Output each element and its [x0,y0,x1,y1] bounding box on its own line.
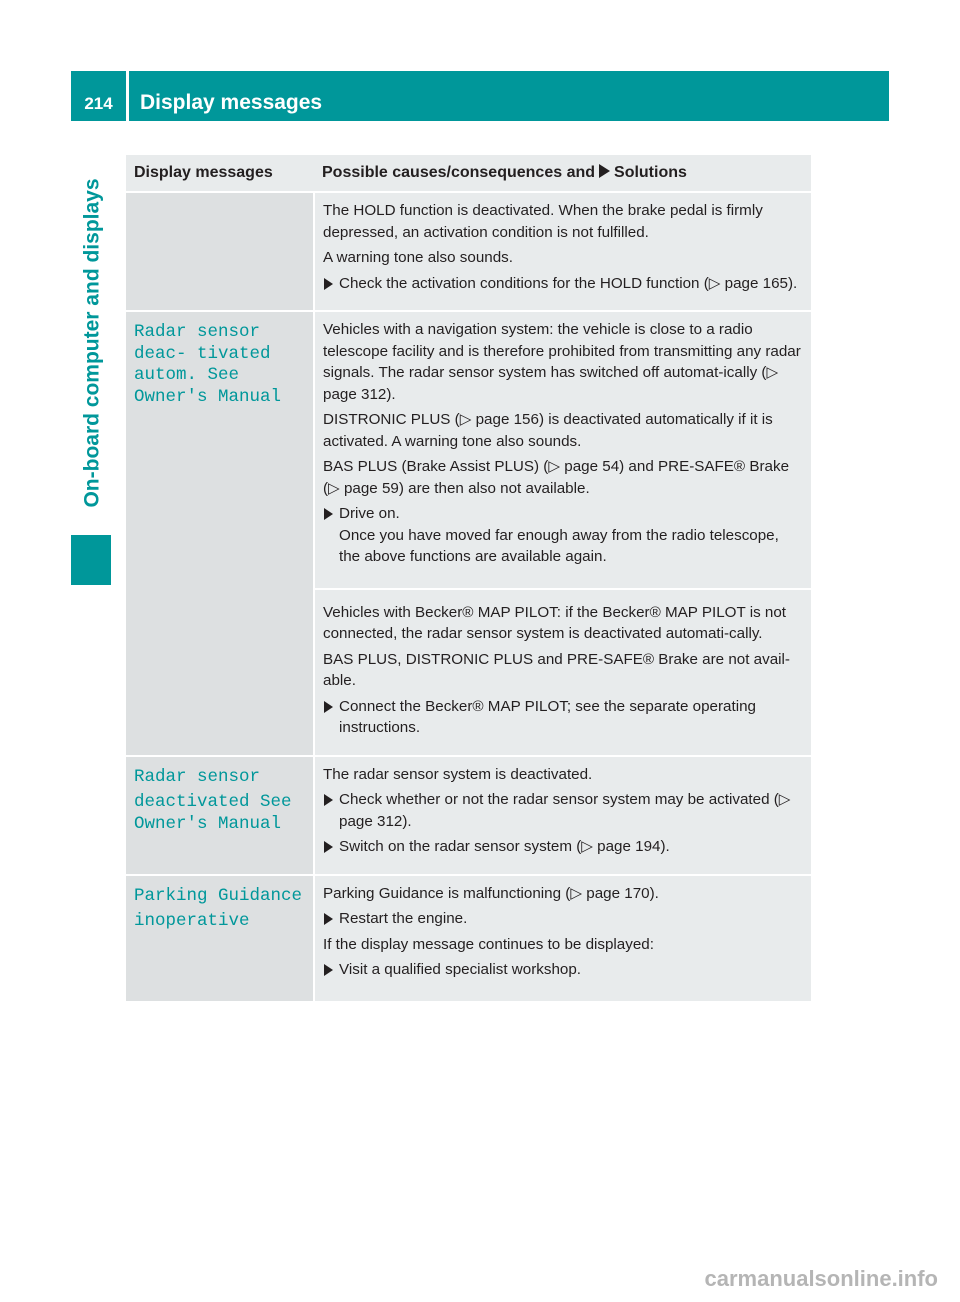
step-continuation: Once you have moved far enough away from the radio telescope, the above functions are available again. [339,526,779,565]
solution-step: Switch on the radar sensor system (▷ page 194). [323,836,803,858]
table-header-row [126,155,811,192]
message-cell [126,756,314,875]
col-header-solutions-text: Solutions [614,164,687,181]
solution-step: Drive on. [323,503,803,525]
message-cell [126,192,314,311]
solutions-arrow-icon [599,164,610,178]
display-message-code: inoperative [134,911,250,931]
display-message-code: deactivated See Owner's Manual [134,792,292,834]
solution-cell [314,756,811,875]
solution-cell [314,311,811,589]
text-paragraph: DISTRONIC PLUS (▷ page 156) is deactivated automatically if it is activated. A warning tone also sounds. [323,411,773,450]
table-row [126,875,811,1001]
display-message-code: Radar sensor [134,766,261,787]
display-message-code: Parking Guidance [134,885,303,906]
text-paragraph: The HOLD function is deactivated. When the brake pedal is firmly depressed, an activation condition is not fulfilled. [323,202,763,241]
watermark: carmanualsonline.info [704,1266,938,1291]
solution-step: Restart the engine. [323,908,803,930]
solution-cell [314,192,811,311]
text-paragraph: Parking Guidance is malfunctioning (▷ page 170). [323,884,659,902]
header-divider [126,71,129,121]
page-number: 214 [84,94,113,113]
text-paragraph: BAS PLUS (Brake Assist PLUS) (▷ page 54) and PRE-SAFE® Brake (▷ page 59) are then also not available. [323,458,790,497]
text-paragraph: If the display message continues to be displayed: [323,935,654,953]
page-header [71,71,889,121]
chapter-marker [71,535,111,585]
text-paragraph: Vehicles with Becker® MAP PILOT: if the Becker® MAP PILOT is not connected, the radar sensor system is deactivated automati-cally. [323,603,787,642]
text-paragraph: The radar sensor system is deactivated. [323,765,593,783]
message-cell [126,311,314,756]
table-row [126,311,811,589]
chapter-side-tab [75,150,111,535]
text-paragraph: Vehicles with a navigation system: the vehicle is close to a radio telescope facility and is therefore prohibited from transmitting any radar signals. The radar sensor system has switched off automat-ically (▷ page 312). [323,321,801,403]
display-messages-table [126,155,811,1001]
text-paragraph: A warning tone also sounds. [323,249,513,266]
solution-cell [314,875,811,1001]
section-title: Display messages [140,91,323,114]
message-cell [126,875,314,1001]
chapter-label: On-board computer and displays [81,177,104,508]
text-paragraph: BAS PLUS, DISTRONIC PLUS and PRE-SAFE® Brake are not avail-able. [323,650,790,689]
solution-cell [314,589,811,756]
solution-step: Check the activation conditions for the HOLD function (▷ page 165). [323,273,803,295]
table-row [126,756,811,875]
col-header-messages: Display messages [126,155,314,192]
solution-step: Visit a qualified specialist workshop. [323,959,803,981]
table-row [126,192,811,311]
solution-step: Connect the Becker® MAP PILOT; see the separate operating instructions. [323,696,803,739]
col-header-causes-text: Possible causes/consequences and [322,164,596,181]
col-header-causes [314,155,811,192]
display-message-code: Radar sensor deac‐ tivated autom. See Owner's Manual [134,322,282,407]
solution-step: Check whether or not the radar sensor system may be activated (▷ page 312). [323,789,803,832]
